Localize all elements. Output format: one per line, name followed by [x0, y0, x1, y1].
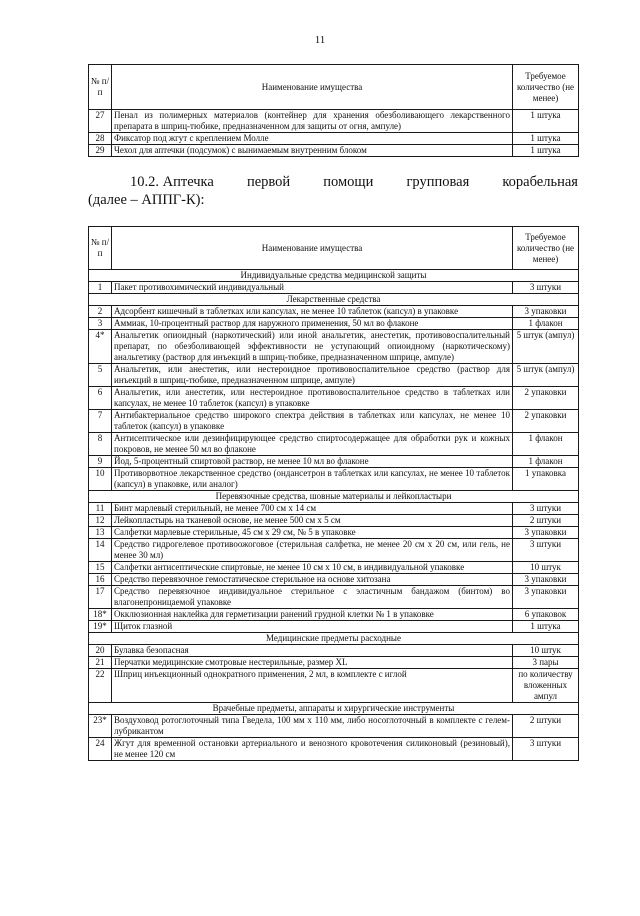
heading-word: 10.2. Аптечка — [130, 174, 214, 190]
item-quantity: 3 штуки — [513, 539, 579, 562]
page-number: 11 — [314, 34, 326, 46]
table-row — [89, 539, 579, 562]
table-row — [89, 306, 579, 318]
table-row — [89, 515, 579, 527]
item-quantity: 1 флакон — [513, 433, 579, 456]
header-name: Наименование имущества — [112, 65, 513, 110]
item-quantity: 10 штук — [513, 645, 579, 657]
item-name: Бинт марлевый стерильный, не менее 700 см х 14 см — [112, 503, 513, 515]
table-row — [89, 110, 579, 133]
item-quantity: 1 штука — [513, 145, 579, 157]
item-number: 12 — [89, 515, 112, 527]
item-name: Воздуховод ротоглоточный типа Гведела, 100 мм х 110 мм, либо носоглоточный в комплекте с гелем-лубрикантом — [112, 715, 513, 738]
section-row — [89, 270, 579, 282]
item-quantity: 3 пары — [513, 657, 579, 669]
item-name: Средство перевязочное гемостатическое стерильное на основе хитозана — [112, 574, 513, 586]
item-name: Противорвотное лекарственное средство (ондансетрон в таблетках или капсулах, не менее 10 таблеток (капсул) в упаковке, или аналог) — [112, 468, 513, 491]
header-qty: Требуемое количество (не менее) — [513, 65, 579, 110]
table-row — [89, 330, 579, 364]
item-quantity: 6 упаковок — [513, 609, 579, 621]
item-number: 13 — [89, 527, 112, 539]
item-number: 18* — [89, 609, 112, 621]
table-row — [89, 645, 579, 657]
item-name: Перчатки медицинские смотровые нестерильные, размер XL — [112, 657, 513, 669]
heading-word: групповая — [406, 174, 470, 190]
item-quantity: 1 флакон — [513, 456, 579, 468]
table-row — [89, 527, 579, 539]
table-row — [89, 145, 579, 157]
item-number: 1 — [89, 282, 112, 294]
item-name: Аммиак, 10-процентный раствор для наружного применения, 50 мл во флаконе — [112, 318, 513, 330]
table-row — [89, 669, 579, 703]
table-row — [89, 133, 579, 145]
table-row — [89, 715, 579, 738]
item-name: Антибактериальное средство широкого спектра действия в таблетках или капсулах, не менее 10 таблеток (капсул) в упаковке — [112, 410, 513, 433]
item-name: Чехол для аптечки (подсумок) с вынимаемым внутренним блоком — [112, 145, 513, 157]
item-quantity: 2 упаковки — [513, 410, 579, 433]
item-number: 11 — [89, 503, 112, 515]
section-row — [89, 491, 579, 503]
item-number: 15 — [89, 562, 112, 574]
section-heading — [88, 174, 578, 191]
item-name: Антисептическое или дезинфицирующее средство спиртосодержащее для обработки рук и кожных покровов, не менее 50 мл во флаконе — [112, 433, 513, 456]
section-title: Индивидуальные средства медицинской защиты — [89, 270, 579, 282]
item-name: Йод, 5-процентный спиртовой раствор, не менее 10 мл во флаконе — [112, 456, 513, 468]
item-quantity: 2 упаковки — [513, 387, 579, 410]
table-aptg-k — [88, 226, 579, 761]
item-name: Анальгетик, или анестетик, или нестероидное противовоспалительное средство (раствор для инъекций в шприц-тюбике, предназначенном шприце, ампуле) — [112, 364, 513, 387]
item-quantity: 3 упаковки — [513, 527, 579, 539]
item-number: 10 — [89, 468, 112, 491]
table-row — [89, 738, 579, 761]
item-quantity: 2 штуки — [513, 515, 579, 527]
item-number: 7 — [89, 410, 112, 433]
item-name: Шприц инъекционный однократного применения, 2 мл, в комплекте с иглой — [112, 669, 513, 703]
table-row — [89, 609, 579, 621]
section-row — [89, 633, 579, 645]
item-number: 14 — [89, 539, 112, 562]
table-row — [89, 621, 579, 633]
table-row — [89, 456, 579, 468]
heading-word: первой — [246, 174, 291, 190]
item-quantity: 1 штука — [513, 133, 579, 145]
header-qty: Требуемое количество (не менее) — [513, 227, 579, 270]
section-title: Перевязочные средства, шовные материалы и лейкопластыри — [89, 491, 579, 503]
item-name: Лейкопластырь на тканевой основе, не менее 500 см х 5 см — [112, 515, 513, 527]
table-row — [89, 657, 579, 669]
item-number: 28 — [89, 133, 112, 145]
item-number: 6 — [89, 387, 112, 410]
section-title: Врачебные предметы, аппараты и хирургические инструменты — [89, 703, 579, 715]
item-number: 4* — [89, 330, 112, 364]
item-name: Анальгетик, или анестетик, или нестероидное противовоспалительное средство в таблетках или капсулах, не менее 10 таблеток (капсул) в упаковке — [112, 387, 513, 410]
item-quantity: 3 упаковки — [513, 586, 579, 609]
item-name: Анальгетик опиоидный (наркотический) или иной анальгетик, анестетик, противовоспалительный препарат, по обезболивающей эффективности не уступающий опиоидному (наркотическому) анальгетику (раствор для инъекций в шприц-тюбике, предназначенном шприце, ампуле) — [112, 330, 513, 364]
item-name: Адсорбент кишечный в таблетках или капсулах, не менее 10 таблеток (капсул) в упаковке — [112, 306, 513, 318]
item-name: Пакет противохимический индивидуальный — [112, 282, 513, 294]
table-row — [89, 433, 579, 456]
item-name: Салфетки антисептические спиртовые, не менее 10 см х 10 см, в индивидуальной упаковке — [112, 562, 513, 574]
item-number: 3 — [89, 318, 112, 330]
table-row — [89, 586, 579, 609]
item-quantity: 3 штуки — [513, 503, 579, 515]
section-title: Медицинские предметы расходные — [89, 633, 579, 645]
item-quantity: 1 флакон — [513, 318, 579, 330]
table-row — [89, 468, 579, 491]
section-row — [89, 294, 579, 306]
item-number: 16 — [89, 574, 112, 586]
table-row — [89, 574, 579, 586]
item-name: Жгут для временной остановки артериального и венозного кровотечения силиконовый (резиновый), не менее 120 см — [112, 738, 513, 761]
item-number: 19* — [89, 621, 112, 633]
table-row — [89, 318, 579, 330]
item-quantity: 2 штуки — [513, 715, 579, 738]
item-quantity: 3 штуки — [513, 282, 579, 294]
section-title: Лекарственные средства — [89, 294, 579, 306]
item-number: 9 — [89, 456, 112, 468]
table-row — [89, 364, 579, 387]
table-row — [89, 410, 579, 433]
item-quantity: 5 штук (ампул) — [513, 330, 579, 364]
heading-word: корабельная — [502, 174, 578, 190]
item-quantity: 1 упаковка — [513, 468, 579, 491]
item-number: 23* — [89, 715, 112, 738]
table-header-row — [89, 65, 579, 110]
header-num: № п/п — [89, 227, 112, 270]
item-name: Салфетки марлевые стерильные, 45 см х 29 см, № 5 в упаковке — [112, 527, 513, 539]
item-name: Фиксатор под жгут с креплением Молле — [112, 133, 513, 145]
item-number: 29 — [89, 145, 112, 157]
item-name: Средство перевязочное индивидуальное стерильное с эластичным бандажом (бинтом) во влагонепроницаемой упаковке — [112, 586, 513, 609]
section-row — [89, 703, 579, 715]
item-number: 5 — [89, 364, 112, 387]
table-row — [89, 503, 579, 515]
item-number: 20 — [89, 645, 112, 657]
heading-word: помощи — [323, 174, 374, 190]
item-number: 17 — [89, 586, 112, 609]
item-quantity: 3 штуки — [513, 738, 579, 761]
header-name: Наименование имущества — [112, 227, 513, 270]
item-quantity: 5 штук (ампул) — [513, 364, 579, 387]
item-number: 27 — [89, 110, 112, 133]
item-quantity: 3 упаковки — [513, 574, 579, 586]
item-quantity: по количеству вложенных ампул — [513, 669, 579, 703]
item-quantity: 1 штука — [513, 621, 579, 633]
item-quantity: 3 упаковки — [513, 306, 579, 318]
item-name: Пенал из полимерных материалов (контейнер для хранения обезболивающего лекарственного препарата в шприц-тюбике, предназначенном для защиты от огня, ампуле) — [112, 110, 513, 133]
table-row — [89, 282, 579, 294]
table-items-continued — [88, 64, 579, 157]
item-number: 22 — [89, 669, 112, 703]
table-header-row — [89, 227, 579, 270]
item-name: Щиток глазной — [112, 621, 513, 633]
header-num: № п/п — [89, 65, 112, 110]
item-number: 21 — [89, 657, 112, 669]
item-quantity: 10 штук — [513, 562, 579, 574]
item-number: 24 — [89, 738, 112, 761]
table-row — [89, 387, 579, 410]
item-number: 2 — [89, 306, 112, 318]
item-name: Булавка безопасная — [112, 645, 513, 657]
item-name: Окклюзионная наклейка для герметизации ранений грудной клетки № 1 в упаковке — [112, 609, 513, 621]
item-name: Средство гидрогелевое противоожоговое (стерильная салфетка, не менее 20 см х 20 см, или гель, не менее 30 мл) — [112, 539, 513, 562]
item-quantity: 1 штука — [513, 110, 579, 133]
item-number: 8 — [89, 433, 112, 456]
section-heading-line2: (далее – АППГ-К): — [88, 192, 205, 208]
table-row — [89, 562, 579, 574]
